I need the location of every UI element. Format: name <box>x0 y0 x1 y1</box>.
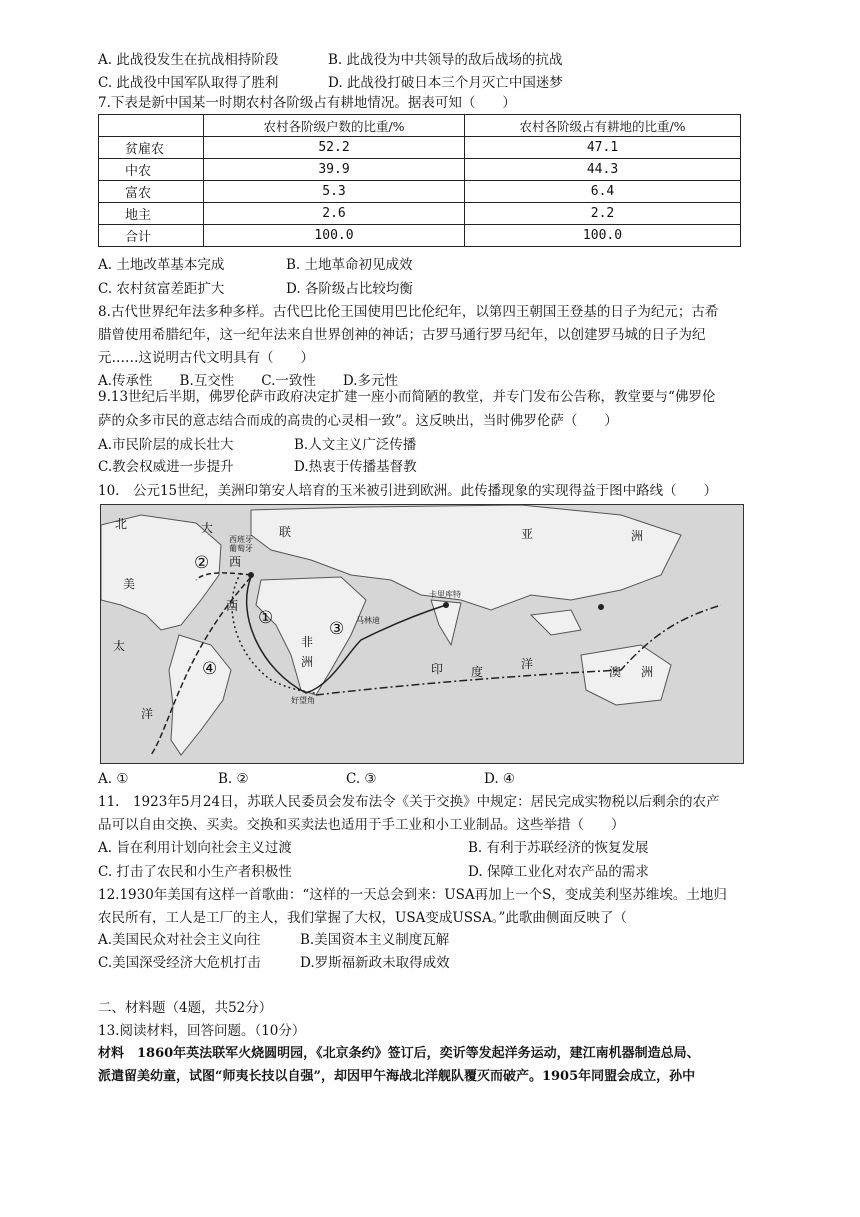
q11-option-b: B. 有利于苏联经济的恢复发展 <box>468 840 649 856</box>
q7-option-c: C. 农村贫富差距扩大 <box>98 281 225 297</box>
map-drawing <box>101 505 743 763</box>
map-label-zhou2: 洲 <box>301 655 314 669</box>
table-cell: 合计 <box>99 225 204 247</box>
map-label-da: 大 <box>201 521 214 535</box>
q12-line1: 12.1930年美国有这样一首歌曲：“这样的一天总会到来：USA再加上一个S，变成美利坚苏维埃。土地归 <box>98 887 727 903</box>
map-label-yin: 印 <box>431 662 444 676</box>
section-title: 二、材料题（4题，共52分） <box>98 1000 273 1016</box>
q12-option-b: B.美国资本主义制度瓦解 <box>300 932 450 948</box>
table-cell: 5.3 <box>204 181 465 203</box>
map-label-xi2: 西 <box>226 599 239 613</box>
map-label-yang: 洋 <box>521 657 534 671</box>
map-label-portugal: 西班牙 葡萄牙 <box>229 535 253 553</box>
table-cell: 52.2 <box>204 137 465 159</box>
q11-option-a: A. 旨在利用计划向社会主义过渡 <box>98 840 292 856</box>
q7-table <box>98 114 741 247</box>
table-row <box>99 159 741 181</box>
q10-stem: 10. 公元15世纪，美洲印第安人培育的玉米被引进到欧洲。此传播现象的实现得益于图中路线（ ） <box>98 483 718 499</box>
route-marker-4: ④ <box>202 659 218 679</box>
q11-option-c: C. 打击了农民和小生产者积极性 <box>98 864 292 880</box>
table-row <box>99 225 741 247</box>
q7-option-a: A. 土地改革基本完成 <box>98 257 225 273</box>
q6-option-a: A. 此战役发生在抗战相持阶段 <box>98 52 279 68</box>
q6-option-d: D. 此战役打破日本三个月灭亡中国迷梦 <box>328 75 563 91</box>
material-line2: 派遣留美幼童，试图“师夷长技以自强”，却因甲午海战北洋舰队覆灭而破产。1905年同盟会成立，孙中 <box>98 1069 696 1084</box>
map-label-cape: 好望角 <box>291 696 315 705</box>
map-label-du: 度 <box>471 665 484 679</box>
q6-option-c: C. 此战役中国军队取得了胜利 <box>98 75 279 91</box>
table-cell: 2.6 <box>204 203 465 225</box>
map-label-zhou3: 洲 <box>641 665 654 679</box>
map-label-lian: 联 <box>279 525 292 539</box>
table-cell: 39.9 <box>204 159 465 181</box>
q10-option-b: B. ② <box>218 771 249 787</box>
map-label-calicut: 卡里库特 <box>429 590 461 599</box>
table-cell: 2.2 <box>465 203 741 225</box>
table-cell: 中农 <box>99 159 204 181</box>
q8-line3: 元……这说明古代文明具有（ ） <box>98 350 314 366</box>
table-row <box>99 181 741 203</box>
table-cell: 47.1 <box>465 137 741 159</box>
q8-options: A.传承性 B.互交性 C.一致性 D.多元性 <box>98 373 399 389</box>
q13-stem: 13.阅读材料，回答问题。（10分） <box>98 1023 306 1039</box>
table-cell: 100.0 <box>204 225 465 247</box>
q12-option-a: A.美国民众对社会主义向往 <box>98 932 261 948</box>
route-map <box>100 504 744 764</box>
q9-option-b: B.人文主义广泛传播 <box>294 437 417 453</box>
map-label-ya: 亚 <box>521 527 534 541</box>
material-line1: 材料 1860年英法联军火烧圆明园，《北京条约》签订后，奕䜣等发起洋务运动，建江南机器制造总局、 <box>98 1046 700 1061</box>
table-row <box>99 203 741 225</box>
map-label-xi: 西 <box>229 555 242 569</box>
map-label-malindi: 马林迪 <box>356 616 380 625</box>
table-header-cell: 农村各阶级占有耕地的比重/% <box>465 115 741 137</box>
q11-line1: 11. 1923年5月24日，苏联人民委员会发布法令《关于交换》中规定：居民完成实物税以后剩余的农产 <box>98 794 720 810</box>
q8-line2: 腊曾使用希腊纪年，这一纪年法来自世界创神的神话；古罗马通行罗马纪年，以创建罗马城的日子为纪 <box>98 327 706 343</box>
q8-line1: 8.古代世界纪年法多种多样。古代巴比伦王国使用巴比伦纪年，以第四王朝国王登基的日子为纪元；古希 <box>98 304 719 320</box>
table-header-cell <box>99 115 204 137</box>
q9-line2: 萨的众多市民的意志结合而成的高贵的心灵相一致”。这反映出，当时佛罗伦萨（ ） <box>98 413 618 429</box>
table-row <box>99 137 741 159</box>
route-marker-3: ③ <box>329 619 345 639</box>
q10-option-c: C. ③ <box>346 771 377 787</box>
q11-line2: 品可以自由交换、买卖。交换和买卖法也适用于手工业和小工业制品。这些举措（ ） <box>98 817 625 833</box>
route-marker-1: ① <box>258 608 274 628</box>
q9-option-d: D.热衷于传播基督教 <box>294 459 417 475</box>
q6-option-b: B. 此战役为中共领导的敌后战场的抗战 <box>328 52 563 68</box>
table-cell: 100.0 <box>465 225 741 247</box>
q7-option-b: B. 土地革命初见成效 <box>286 257 413 273</box>
table-cell: 44.3 <box>465 159 741 181</box>
table-cell: 地主 <box>99 203 204 225</box>
q9-option-a: A.市民阶层的成长壮大 <box>98 437 234 453</box>
map-label-north: 北 <box>115 517 128 531</box>
q10-option-d: D. ④ <box>484 771 516 787</box>
map-label-mei: 美 <box>123 577 136 591</box>
map-label-yang2: 洋 <box>141 707 154 721</box>
q7-option-d: D. 各阶级占比较均衡 <box>286 281 413 297</box>
route-marker-2: ② <box>194 553 210 573</box>
q11-option-d: D. 保障工业化对农产品的需求 <box>468 864 649 880</box>
q12-line2: 农民所有，工人是工厂的主人，我们掌握了大权，USA变成USSA。”此歌曲侧面反映了（ <box>98 910 627 926</box>
q9-line1: 9.13世纪后半期，佛罗伦萨市政府决定扩建一座小而简陋的教堂，并专门发布公告称，教堂要与“佛罗伦 <box>98 389 716 405</box>
map-label-zhou: 洲 <box>631 529 644 543</box>
map-label-tai: 太 <box>113 639 126 653</box>
q9-option-c: C.教会权威进一步提升 <box>98 459 234 475</box>
q7-stem: 7.下表是新中国某一时期农村各阶级占有耕地情况。据表可知（ ） <box>98 95 516 111</box>
table-cell: 6.4 <box>465 181 741 203</box>
table-cell: 富农 <box>99 181 204 203</box>
table-header-row <box>99 115 741 137</box>
table-header-cell: 农村各阶级户数的比重/% <box>204 115 465 137</box>
map-label-ao: 澳 <box>609 665 622 679</box>
q12-option-d: D.罗斯福新政未取得成效 <box>300 955 450 971</box>
table-cell: 贫雇农 <box>99 137 204 159</box>
q10-option-a: A. ① <box>98 771 129 787</box>
q12-option-c: C.美国深受经济大危机打击 <box>98 955 261 971</box>
map-label-fei: 非 <box>301 635 314 649</box>
